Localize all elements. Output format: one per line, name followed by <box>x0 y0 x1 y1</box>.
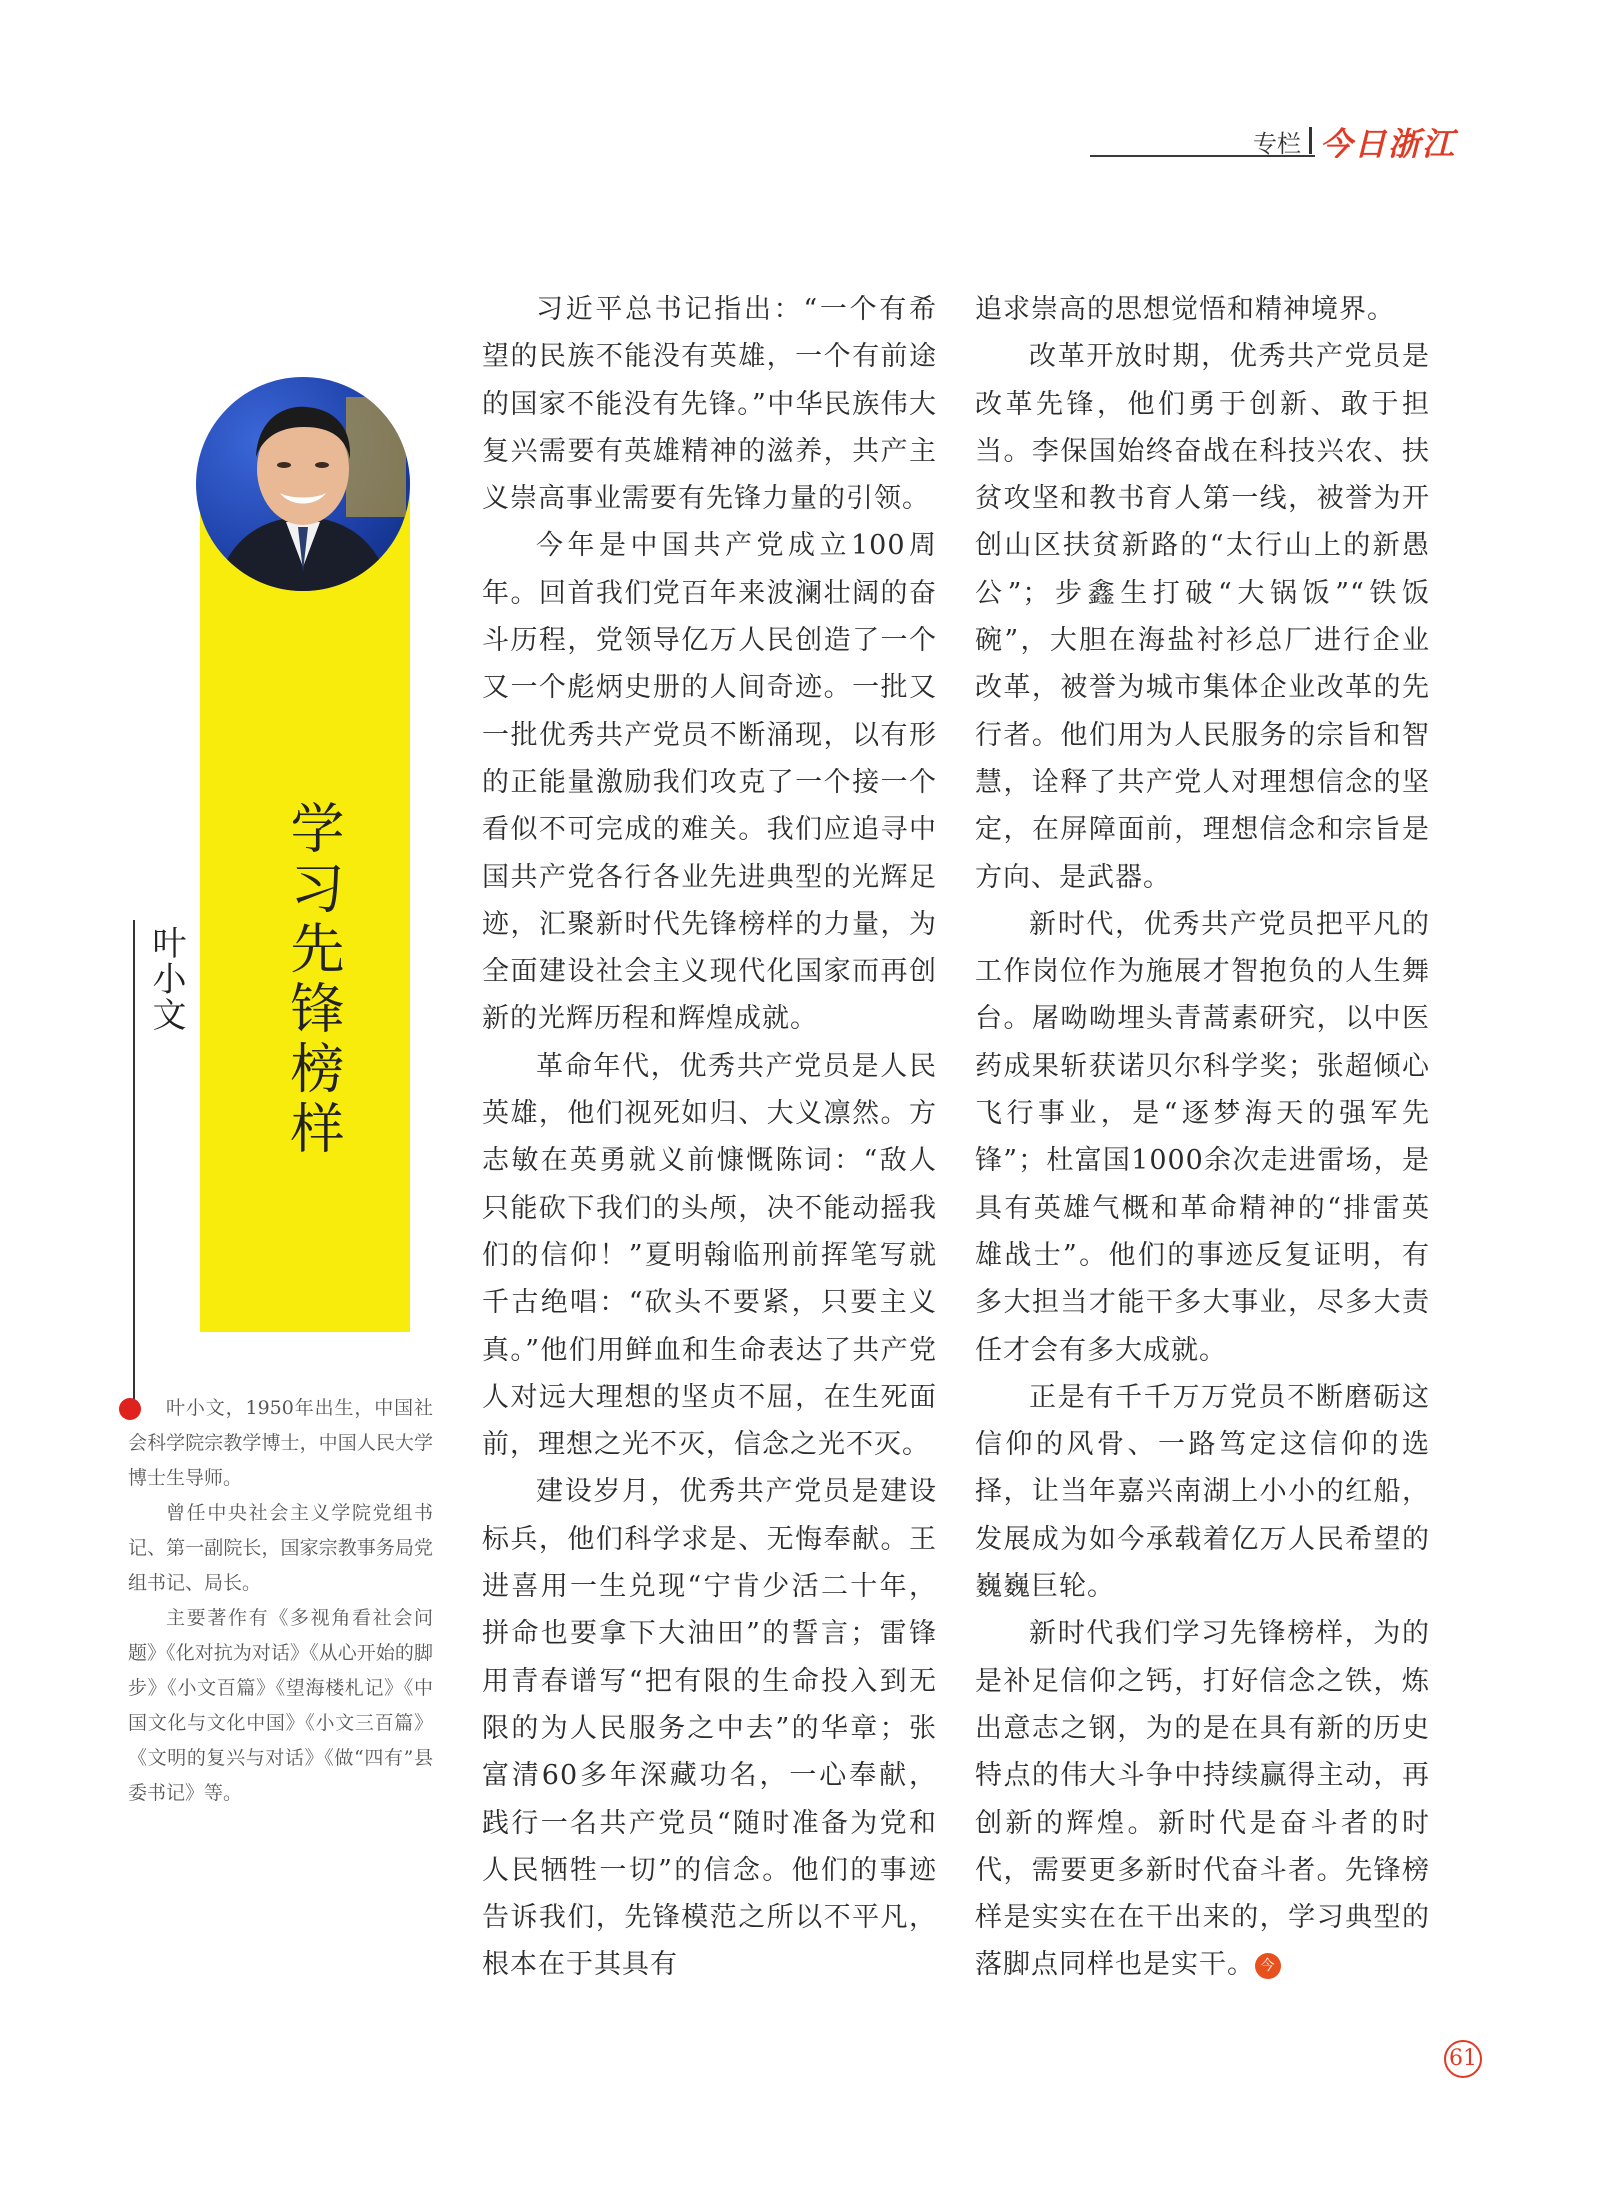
body-paragraph: 新时代，优秀共产党员把平凡的工作岗位作为施展才智抱负的人生舞台。屠呦呦埋头青蒿素研究，以中医药成果斩获诺贝尔科学奖；张超倾心飞行事业，是“逐梦海天的强军先锋”；杜富国1000余次走进雷场，是具有英雄气概和革命精神的“排雷英雄战士”。他们的事迹反复证明，有多大担当才能干多大事业，尽多大责任才会有多大成就。 <box>975 908 1430 1366</box>
body-paragraph: 正是有千千万万党员不断磨砺这信仰的风骨、一路笃定这信仰的选择，让当年嘉兴南湖上小小的红船，发展成为如今承载着亿万人民希望的巍巍巨轮。 <box>975 1381 1430 1603</box>
page-number: 61 <box>1444 2040 1482 2078</box>
body-column-2 <box>975 286 1430 1989</box>
bio-paragraph: 主要著作有《多视角看社会问题》《化对抗为对话》《从心开始的脚步》《小文百篇》《望海楼札记》《中国文化与文化中国》《小文三百篇》《文明的复兴与对话》《做“四有”县委书记》等。 <box>128 1607 433 1804</box>
body-paragraph-text: 新时代我们学习先锋榜样，为的是补足信仰之钙，打好信念之铁，炼出意志之钢，为的是在具有新的历史特点的伟大斗争中持续赢得主动，再创新的辉煌。新时代是奋斗者的时代，需要更多新时代奋斗者。先锋榜样是实实在在干出来的，学习典型的落脚点同样也是实干。 <box>975 1618 1430 1981</box>
body-paragraph: 改革开放时期，优秀共产党员是改革先锋，他们勇于创新、敢于担当。李保国始终奋战在科技兴农、扶贫攻坚和教书育人第一线，被誉为开创山区扶贫新路的“太行山上的新愚公”；步鑫生打破“大锅饭”“铁饭碗”，大胆在海盐衬衫总厂进行企业改革，被誉为城市集体企业改革的先行者。他们用为人民服务的宗旨和智慧，诠释了共产党人对理想信念的坚定，在屏障面前，理想信念和宗旨是方向、是武器。 <box>975 341 1430 893</box>
end-mark-icon: 今 <box>1255 1953 1281 1979</box>
section-label: 专栏 <box>1253 130 1301 158</box>
article-title: 学习先锋榜样 <box>282 800 345 1160</box>
bio-paragraph: 叶小文，1950年出生，中国社会科学院宗教学博士，中国人民大学博士生导师。 <box>128 1397 433 1489</box>
body-paragraph-last <box>975 1610 1430 1988</box>
author-portrait <box>196 377 410 591</box>
body-paragraph: 革命年代，优秀共产党员是人民英雄，他们视死如归、大义凛然。方志敏在英勇就义前慷慨陈词：“敌人只能砍下我们的头颅，决不能动摇我们的信仰！”夏明翰临刑前挥笔写就千古绝唱：“砍头不要紧，只要主义真。”他们用鲜血和生命表达了共产党人对远大理想的坚贞不屈，在生死面前，理想之光不灭，信念之光不灭。 <box>482 1050 937 1461</box>
author-name: 叶小文 <box>146 925 186 1033</box>
author-bio <box>128 1391 433 1811</box>
body-paragraph: 习近平总书记指出：“一个有希望的民族不能没有英雄，一个有前途的国家不能没有先锋。”中华民族伟大复兴需要有英雄精神的滋养，共产主义崇高事业需要有先锋力量的引领。 <box>482 294 937 515</box>
body-paragraph: 建设岁月，优秀共产党员是建设标兵，他们科学求是、无悔奉献。王进喜用一生兑现“宁肯少活二十年，拼命也要拿下大油田”的誓言；雷锋用青春谱写“把有限的生命投入到无限的为人民服务之中去”的华章；张富清60多年深藏功名，一心奉献，践行一名共产党员“随时准备为党和人民牺牲一切”的信念。他们的事迹告诉我们，先锋模范之所以不平凡，根本在于其具有 <box>482 1476 937 1981</box>
body-paragraph-continued: 追求崇高的思想觉悟和精神境界。 <box>975 294 1395 325</box>
body-paragraph: 今年是中国共产党成立100周年。回首我们党百年来波澜壮阔的奋斗历程，党领导亿万人民创造了一个又一个彪炳史册的人间奇迹。一批又一批优秀共产党员不断涌现，以有形的正能量激励我们攻克了一个接一个看似不可完成的难关。我们应追寻中国共产党各行各业先进典型的光辉足迹，汇聚新时代先锋榜样的力量，为全面建设社会主义现代化国家而再创新的光辉历程和辉煌成就。 <box>482 530 937 1035</box>
body-column-1 <box>482 286 937 1989</box>
author-rule <box>133 920 135 1400</box>
bio-paragraph: 曾任中央社会主义学院党组书记、第一副院长，国家宗教事务局党组书记、局长。 <box>128 1502 433 1594</box>
brand-logo: 今日浙江 <box>1320 125 1457 163</box>
header-separator <box>1309 127 1312 154</box>
